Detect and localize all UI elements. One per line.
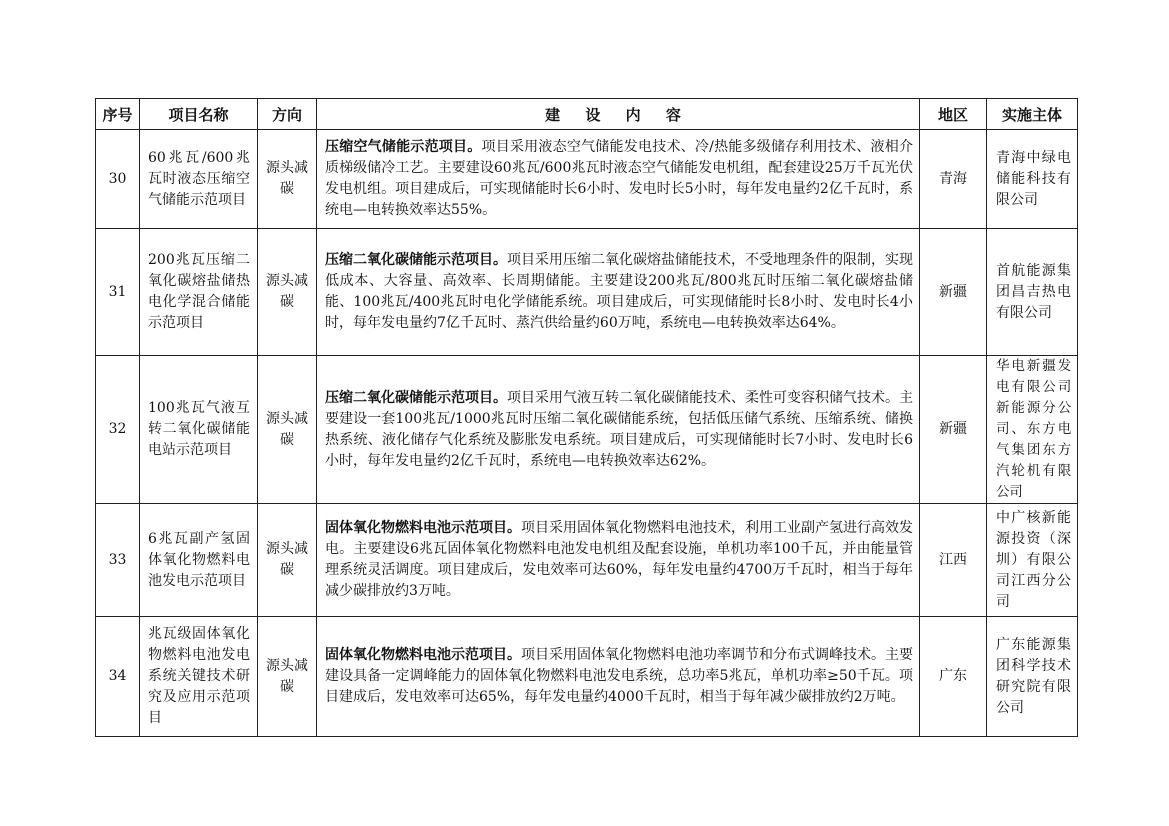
row-content bbox=[317, 130, 920, 229]
row-direction: 源头减碳 bbox=[258, 130, 317, 229]
content-body: 项目采用固体氧化物燃料电池功率调节和分布式调峰技术。主要建设具备一定调峰能力的固体氧化物燃料电池发电系统，总功率5兆瓦，单机功率≥50千瓦。项目建成后，发电效率可达65%，每年发电量约4000千瓦时，相当于每年减少碳排放约2万吨。 bbox=[325, 647, 913, 705]
row-direction: 源头减碳 bbox=[258, 617, 317, 737]
content-lead: 压缩空气储能示范项目。 bbox=[325, 139, 482, 155]
table-row bbox=[96, 617, 1078, 737]
header-index: 序号 bbox=[96, 99, 140, 130]
row-project-name: 6兆瓦副产氢固体氧化物燃料电池发电示范项目 bbox=[140, 504, 258, 617]
table-row bbox=[96, 130, 1078, 229]
table-row bbox=[96, 504, 1078, 617]
row-content bbox=[317, 504, 920, 617]
row-project-name: 兆瓦级固体氧化物燃料电池发电系统关键技术研究及应用示范项目 bbox=[140, 617, 258, 737]
row-entity: 首航能源集团昌吉热电有限公司 bbox=[987, 229, 1078, 356]
table-row bbox=[96, 356, 1078, 504]
row-entity: 广东能源集团科学技术研究院有限公司 bbox=[987, 617, 1078, 737]
row-project-name: 100兆瓦气液互转二氧化碳储能电站示范项目 bbox=[140, 356, 258, 504]
row-content bbox=[317, 617, 920, 737]
row-region: 江西 bbox=[920, 504, 987, 617]
document-page bbox=[95, 98, 1077, 737]
row-direction: 源头减碳 bbox=[258, 356, 317, 504]
row-direction: 源头减碳 bbox=[258, 229, 317, 356]
content-body: 项目采用气液互转二氧化碳储能技术、柔性可变容积储气技术。主要建设一套100兆瓦/1000兆瓦时压缩二氧化碳储能系统，包括低压储气系统、压缩系统、储换热系统、液化储存气化系统及膨胀发电系统。项目建成后，可实现储能时长7小时、发电时长6小时，每年发电量约2亿千瓦时，系统电—电转换效率达62%。 bbox=[325, 389, 913, 469]
row-project-name: 200兆瓦压缩二氧化碳熔盐储热电化学混合储能示范项目 bbox=[140, 229, 258, 356]
row-index: 32 bbox=[96, 356, 140, 504]
row-content bbox=[317, 229, 920, 356]
row-entity: 青海中绿电储能科技有限公司 bbox=[987, 130, 1078, 229]
row-region: 新疆 bbox=[920, 229, 987, 356]
table-header-row bbox=[96, 99, 1078, 130]
content-lead: 固体氧化物燃料电池示范项目。 bbox=[325, 647, 521, 663]
header-content: 建 设 内 容 bbox=[317, 99, 920, 130]
header-entity: 实施主体 bbox=[987, 99, 1078, 130]
table-row bbox=[96, 229, 1078, 356]
row-region: 广东 bbox=[920, 617, 987, 737]
header-name: 项目名称 bbox=[140, 99, 258, 130]
header-direction: 方向 bbox=[258, 99, 317, 130]
row-direction: 源头减碳 bbox=[258, 504, 317, 617]
content-body: 项目采用固体氧化物燃料电池技术，利用工业副产氢进行高效发电。主要建设6兆瓦固体氧化物燃料电池发电机组及配套设施，单机功率100千瓦，并由能量管理系统灵活调度。项目建成后，发电效率可达60%，每年发电量约4700万千瓦时，相当于每年减少碳排放约3万吨。 bbox=[325, 520, 913, 599]
row-region: 新疆 bbox=[920, 356, 987, 504]
row-index: 31 bbox=[96, 229, 140, 356]
content-lead: 压缩二氧化碳储能示范项目。 bbox=[325, 252, 507, 268]
row-index: 33 bbox=[96, 504, 140, 617]
row-entity: 华电新疆发电有限公司新能源分公司、东方电气集团东方汽轮机有限公司 bbox=[987, 356, 1078, 504]
content-lead: 固体氧化物燃料电池示范项目。 bbox=[325, 520, 521, 536]
row-content bbox=[317, 356, 920, 504]
row-entity: 中广核新能源投资（深圳）有限公司江西分公司 bbox=[987, 504, 1078, 617]
content-body: 项目采用压缩二氧化碳熔盐储能技术，不受地理条件的限制，实现低成本、大容量、高效率、长周期储能。主要建设200兆瓦/800兆瓦时压缩二氧化碳熔盐储能、100兆瓦/400兆瓦时电化学储能系统。项目建成后，可实现储能时长8小时、发电时长4小时，每年发电量约7亿千瓦时、蒸汽供给量约60万吨，系统电—电转换效率达64%。 bbox=[325, 252, 913, 331]
projects-table bbox=[95, 98, 1078, 737]
header-region: 地区 bbox=[920, 99, 987, 130]
row-index: 34 bbox=[96, 617, 140, 737]
content-lead: 压缩二氧化碳储能示范项目。 bbox=[325, 389, 507, 406]
row-project-name: 60兆瓦/600兆瓦时液态压缩空气储能示范项目 bbox=[140, 130, 258, 229]
row-region: 青海 bbox=[920, 130, 987, 229]
content-body: 项目采用液态空气储能发电技术、冷/热能多级储存利用技术、液相介质梯级储冷工艺。主要建设60兆瓦/600兆瓦时液态空气储能发电机组，配套建设25万千瓦光伏发电机组。项目建成后，可实现储能时长6小时、发电时长5小时，每年发电量约2亿千瓦时，系统电—电转换效率达55%。 bbox=[325, 139, 914, 218]
row-index: 30 bbox=[96, 130, 140, 229]
